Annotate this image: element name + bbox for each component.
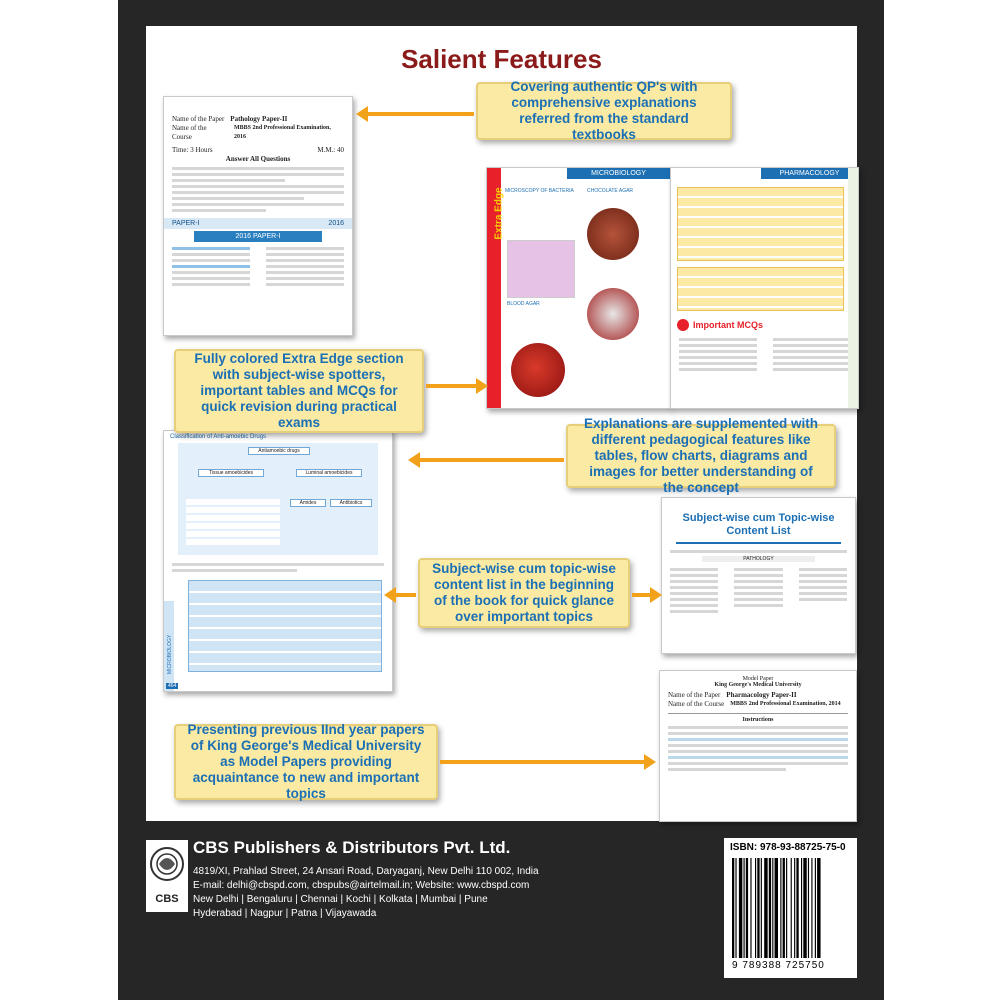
flow-branch-2: Luminal amoebicides [296,469,362,477]
course-value: MBBS 2nd Professional Examination, 2016 [233,125,331,140]
barcode-bar [815,858,816,958]
page-number: 464 [168,683,177,689]
pharm-table-2 [677,267,844,311]
mp-paper-value: Pharmacology Paper-II [726,691,797,699]
arrow-3 [418,458,564,462]
sub-heading-1: MICROSCOPY OF BACTERIA [505,188,574,194]
micro-heading: MICROBIOLOGY [567,168,670,179]
barcode-bar [761,858,762,958]
comparison-table [188,580,382,672]
time-text: Time: 3 Hours [172,146,213,154]
barcode-bar [811,858,812,958]
barcode-bar [803,858,806,958]
barcode-bar [801,858,802,958]
page-title: Salient Features [401,44,602,74]
barcode-bar [808,858,809,958]
barcode-bar [746,858,748,958]
microscopy-image [507,240,575,298]
barcode-bar [791,858,792,958]
subject-label: PATHOLOGY [702,556,815,562]
thumbnail-question-paper [163,96,353,336]
section-bar: 2016 PAPER-I [194,231,322,242]
barcode-bar [764,858,767,958]
sub-heading-2: CHOCOLATE AGAR [587,188,634,194]
content-list-heading: Subject-wise cum Topic-wise Content List [682,512,835,537]
publisher-cities-1: New Delhi | Bengaluru | Chennai | Kochi | Kolkata | Mumbai | Pune [193,894,488,905]
arrow-1 [366,112,474,116]
thumbnail-pharmacology [670,167,859,409]
barcode-number: 9 789388 725750 [732,960,825,971]
marks-text: M.M.: 40 [317,146,344,154]
barcode-bar [735,858,736,958]
arrow-2 [426,384,478,388]
isbn-box [724,838,857,978]
paper-label: Name of the Paper [172,115,225,123]
publisher-contact: E-mail: delhi@cbspd.com, cbspubs@airtelmail.in; Website: www.cbspd.com [193,880,530,891]
pharm-table [677,187,844,261]
arrow-4b [394,593,416,597]
flowchart-heading: Classification of Anti-amoebic Drugs [170,434,267,440]
mp-course-label: Name of the Course [668,700,725,708]
model-paper-label: Model Paper [742,676,774,682]
side-tab-label: MICROBIOLOGY [167,634,173,674]
chocolate-agar-plate-image [587,208,639,260]
extra-edge-label: Extra Edge [493,187,505,240]
flowchart-area [178,443,378,555]
thumbnail-extra-edge [486,167,671,409]
barcode-bar [817,858,820,958]
mcq-icon [677,319,689,331]
barcode-bar [769,858,771,958]
mcq-heading: Important MCQs [693,320,764,330]
callout-content-list: Subject-wise cum topic-wise content list in the beginning of the book for quick glance over important topics [418,558,630,628]
barcode-bar [732,858,734,958]
barcode-bar [750,858,751,958]
plate-image-3 [587,288,639,340]
barcode-bar [780,858,781,958]
mp-paper-label: Name of the Paper [668,691,721,699]
barcode-bar [775,858,778,958]
barcode-bar [796,858,798,958]
thumbnail-model-paper [659,670,857,822]
pharm-heading: PHARMACOLOGY [761,168,858,179]
university-name: King George's Medical University [714,682,802,688]
barcode-bar [755,858,756,958]
publisher-name: CBS Publishers & Distributors Pvt. Ltd. [193,838,511,857]
publisher-address: 4819/XI, Prahlad Street, 24 Ansari Road, Daryaganj, New Delhi 110 002, India [193,866,539,877]
thumbnail-content-list [661,497,856,654]
paper-bar-label: PAPER-I [172,220,200,227]
callout-extra-edge: Fully colored Extra Edge section with subject-wise spotters, important tables and MCQs for quick revision during practical exams [174,349,424,433]
cbs-logo-text: CBS [155,893,179,905]
barcode-bar [794,858,795,958]
paper-bar-year: 2016 [328,220,344,227]
flow-branch-1: Tissue amoebicides [198,469,264,477]
flow-branch-3: Amides [290,499,326,507]
barcode [732,858,849,958]
course-label: Name of the Course [172,124,207,141]
arrow-5 [440,760,646,764]
callout-model-papers: Presenting previous IInd year papers of King George's Medical University as Model Papers providing acquaintance to new and important topics [174,724,438,800]
callout-pedagogical-features: Explanations are supplemented with different pedagogical features like tables, flow charts, diagrams and images for better understanding of the concept [566,424,836,488]
sub-heading-3: BLOOD AGAR [507,301,540,307]
blood-agar-plate-image [511,343,565,397]
flow-root: Antiamoebic drugs [248,447,310,455]
flow-branch-4: Antibiotics [330,499,372,507]
isbn-label: ISBN: 978-93-88725-75-0 [730,842,846,853]
paper-value: Pathology Paper-II [230,115,288,123]
pharm-side-strip [848,168,858,408]
arrow-4 [632,593,652,597]
barcode-bar [783,858,785,958]
answer-heading: Answer All Questions [225,155,291,163]
thumbnail-flowchart [163,430,393,692]
publisher-cities-2: Hyderabad | Nagpur | Patna | Vijayawada [193,908,377,919]
callout-authentic-qps: Covering authentic QP's with comprehensive explanations referred from the standard textbooks [476,82,732,140]
barcode-bar [739,858,742,958]
barcode-bar [786,858,787,958]
barcode-bar [744,858,745,958]
barcode-bar [757,858,759,958]
mp-course-value: MBBS 2nd Professional Examination, 2014 [730,701,841,707]
instructions-heading: Instructions [742,717,774,723]
barcode-bar [772,858,773,958]
